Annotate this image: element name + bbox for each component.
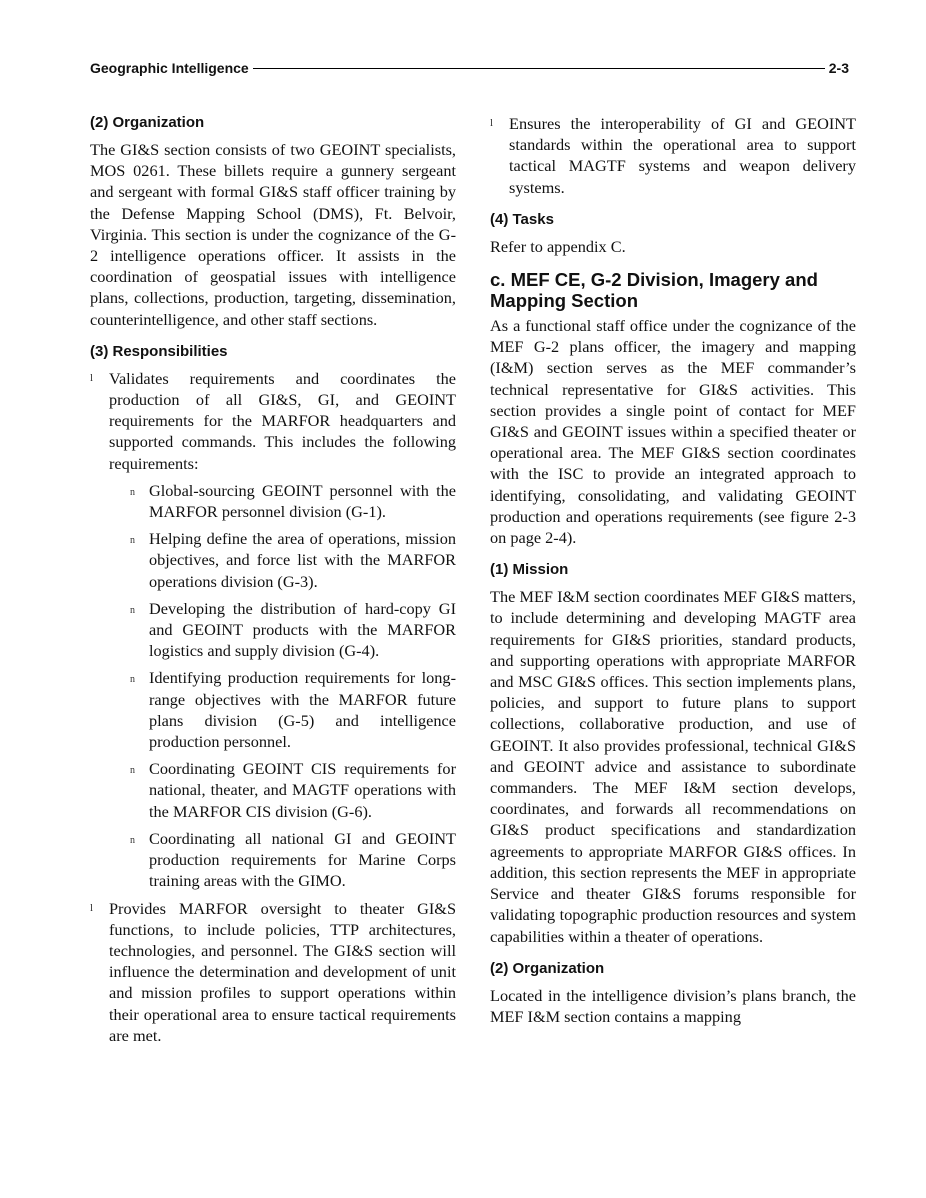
right-column xyxy=(490,113,856,1039)
sub-bullet-mark-icon: n xyxy=(130,486,135,498)
organization-heading: (2) Organization xyxy=(90,114,205,131)
bullet-item xyxy=(90,898,456,1046)
section-heading: c. MEF CE, G-2 Division, Imagery and Mapping Section xyxy=(490,269,818,312)
mission-heading: (1) Mission xyxy=(490,561,569,579)
organization-paragraph-2: Located in the intelligence division’s plans branch, the MEF I&M section contains a mapping xyxy=(490,985,856,1026)
sub-bullet-item xyxy=(90,528,456,592)
tasks-paragraph: Refer to appendix C. xyxy=(490,236,626,256)
sub-bullet-text: Identifying production requirements for long-range objectives with the MARFOR future plans division (G-5) and intelligence production personnel. xyxy=(149,668,456,752)
organization-paragraph: The GI&S section consists of two GEOINT specialists, MOS 0261. These billets require a gunnery sergeant and sergeant with formal GI&S staff officer training by the Defense Mapping School (DMS), Ft. Belvoir, Virginia. This section is under the cognizance of the G-2 intelligence operations officer. It assists in the coordination of geospatial issues with intelligence plans, collections, production, targeting, dissemination, counterintelligence, and other staff sections. xyxy=(90,140,456,329)
page-number: 2-3 xyxy=(828,60,849,76)
bullet-mark-icon: l xyxy=(490,117,494,129)
bullet-mark-icon: l xyxy=(90,371,94,384)
sub-bullet-item xyxy=(90,758,456,822)
sub-bullet-text: Coordinating GEOINT CIS requirements for national, theater, and MAGTF operations with the MARFOR CIS division (G-6). xyxy=(149,759,456,821)
sub-bullet-item xyxy=(90,480,456,522)
sub-bullet-item xyxy=(90,667,456,752)
running-header xyxy=(90,59,849,77)
responsibilities-heading: (3) Responsibilities xyxy=(90,342,228,360)
sub-bullet-text: Global-sourcing GEOINT personnel with the MARFOR personnel division (G-1). xyxy=(149,480,456,522)
bullet-text: Ensures the interoperability of GI and GEOINT standards within the operational area to support tactical MAGTF systems and weapon delivery systems. xyxy=(509,114,856,197)
bullet-text: Provides MARFOR oversight to theater GI&S functions, to include policies, TTP architectures, technologies, and personnel. The GI&S section will influence the determination and development of unit and mission profiles to support operations within their operational area to ensure tactical requirements are met. xyxy=(109,898,456,1045)
sub-bullet-mark-icon: n xyxy=(130,765,135,777)
sub-bullet-item xyxy=(90,828,456,892)
sub-bullet-mark-icon: n xyxy=(130,674,135,686)
tasks-heading: (4) Tasks xyxy=(490,210,554,228)
header-title: Geographic Intelligence xyxy=(90,60,249,76)
sub-bullet-text: Developing the distribution of hard-copy GI and GEOINT products with the MARFOR logistics and supply division (G-4). xyxy=(149,598,456,661)
sub-bullet-item xyxy=(90,598,456,662)
mission-paragraph: The MEF I&M section coordinates MEF GI&S matters, to include determining and developing MAGTF area requirements for GI&S priorities, standard products, and supporting operations with appropriate MARFOR and MSC GI&S offices. This section implements plans, policies, and support to future plans to support collections, collaborative production, and use of GEOINT. It also provides professional, technical GI&S and GEOINT advice and assistance to subordinate commanders. The MEF I&M section develops, coordinates, and forwards all recommendations on GI&S product specifications and standardization agreements to appropriate MARFOR GI&S offices. In addition, this section represents the MEF in appropriate Service and theater GI&S forums responsible for validating topographic production resources and system capabilities within a theater of operations. xyxy=(490,587,856,946)
sub-bullet-text: Helping define the area of operations, mission objectives, and force list with the MARFOR operations division (G-3). xyxy=(149,529,456,591)
section-paragraph: As a functional staff office under the cognizance of the MEF G-2 plans officer, the imagery and mapping (I&M) section serves as the MEF commander’s technical representative for GI&S activities. This section provides a single point of contact for MEF GI&S and GEOINT issues within a specified theater or operational area. The MEF GI&S section coordinates with the ISC to provide an integrated approach to identifying, consolidating, and validating GEOINT production and operations requirements (see figure 2-3 on page 2-4). xyxy=(490,316,856,548)
bullet-item xyxy=(490,113,856,198)
sub-bullet-text: Coordinating all national GI and GEOINT production requirements for Marine Corps training areas with the GIMO. xyxy=(149,828,456,891)
bullet-item xyxy=(90,368,456,474)
bullet-text: Validates requirements and coordinates the production of all GI&S, GI, and GEOINT requirements for the MARFOR headquarters and supported commands. This includes the following requirements: xyxy=(109,368,456,473)
organization-heading-2: (2) Organization xyxy=(490,959,605,977)
sub-bullet-mark-icon: n xyxy=(130,535,135,547)
left-column xyxy=(90,113,456,1052)
sub-bullet-mark-icon: n xyxy=(130,604,135,616)
header-rule xyxy=(253,68,825,69)
sub-bullet-mark-icon: n xyxy=(130,834,135,846)
bullet-mark-icon: l xyxy=(90,901,94,914)
